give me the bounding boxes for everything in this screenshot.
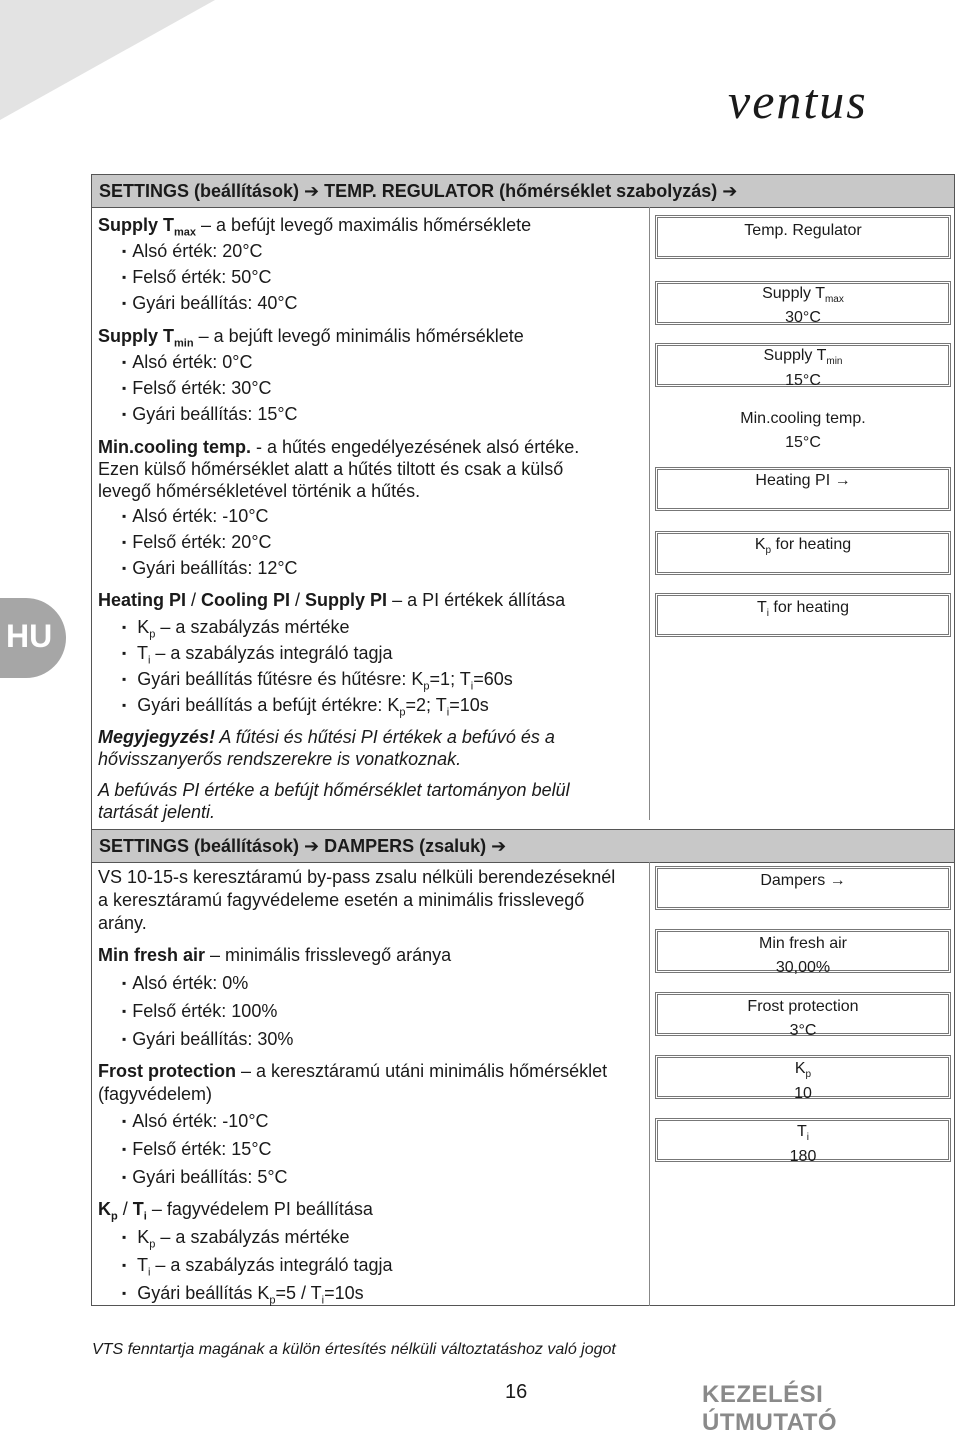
section-header-dampers	[92, 829, 954, 863]
screen-frost-value: 3°C	[789, 1022, 817, 1039]
supply-tmin-min: ▪ Alsó érték: 0°C	[122, 352, 253, 373]
frost-heading-line2: (fagyvédelem)	[98, 1084, 213, 1104]
supply-tmin-heading: Supply $T_{min}$ – a bejúft levegő minimális hőmérséklete	[98, 326, 524, 350]
pi-ti: ▪ $T_i$ – a szabályzás integráló tagja	[122, 643, 393, 667]
frost-max: ▪ Felső érték: 15°C	[122, 1139, 272, 1160]
note-pi-line2: hővisszanyerős rendszerekre is vonatkoznak.	[98, 749, 462, 769]
column-divider	[649, 207, 650, 820]
section-title-temp-regulator: SETTINGS (beállítások) ➔ TEMP. REGULATOR (hőmérséklet szabolyzás) ➔	[99, 181, 738, 201]
screen-dampers-label: Dampers →	[760, 872, 846, 889]
minfresh-default: ▪ Gyári beállítás: 30%	[122, 1029, 293, 1050]
frost-min: ▪ Alsó érték: -10°C	[122, 1111, 269, 1132]
pi-factory-supply: ▪ Gyári beállítás a befújt értékre: $K_p=2$; $T_i=10s$	[122, 695, 489, 719]
mincool-desc-line2: Ezen külső hőmérséklet alatt a hűtés tiltott és csak a külső	[98, 459, 564, 479]
frost-pi-heading: $K_p / T_i$ – fagyvédelem PI beállítása	[98, 1199, 373, 1223]
supply-tmin-max: ▪ Felső érték: 30°C	[122, 378, 272, 399]
minfresh-heading: Min fresh air – minimális frisslevegő aránya	[98, 945, 452, 965]
frost-heading: Frost protection – a keresztáramú utáni minimális hőmérséklet	[98, 1061, 608, 1081]
mincool-heading: Min.cooling temp. - a hűtés engedélyezésének alsó értéke.	[98, 437, 580, 457]
column-divider-2	[649, 862, 650, 1306]
pi-factory-heat-cool: ▪ Gyári beállítás fűtésre és hűtésre: $K_p=1$; $T_i=60s$	[122, 669, 513, 693]
section-title-dampers: SETTINGS (beállítások) ➔ DAMPERS (zsaluk) ➔	[99, 836, 507, 856]
screen-kp-heating-label: $K_p$ for heating	[754, 536, 852, 557]
ventus-logo: ventus	[728, 73, 868, 129]
screen-minfresh-value: 30,00%	[775, 959, 831, 976]
note-supply-pi-line2: tartását jelenti.	[98, 802, 216, 822]
note-pi: Megyjegyzés! A fűtési és hűtési PI értékek a befúvó és a	[98, 727, 555, 747]
screen-ti-value: 180	[789, 1148, 817, 1165]
language-tab	[0, 598, 66, 678]
mincool-max: ▪ Felső érték: 20°C	[122, 532, 272, 553]
note-supply-pi: A befúvás PI értéke a befújt hőmérséklet tartományon belül	[98, 780, 570, 800]
frost-pi-default: ▪ Gyári beállítás $K_p=5 / T_i=10s$	[122, 1283, 364, 1307]
supply-tmax-min: ▪ Alsó érték: 20°C	[122, 241, 263, 262]
mincool-desc-line3: levegő hőmérsékletével történik a hűtés.	[98, 481, 421, 501]
page-number: 16	[505, 1381, 528, 1403]
screen-supply-tmax-value: 30°C	[785, 309, 821, 326]
screen-kp-value: 10	[794, 1085, 812, 1102]
dampers-intro-line1: VS 10-15-s keresztáramú by-pass zsalu nélküli berendezéseknél	[98, 867, 616, 887]
screen-ti-label: $T_i$	[796, 1123, 809, 1144]
screen-supply-tmin-value: 15°C	[785, 372, 821, 389]
dampers-intro-line2: a keresztáramú fagyvédeleme esetén a minimális frisslevegő	[98, 890, 585, 910]
screen-kp-label: $K_p$	[794, 1060, 812, 1081]
frost-pi-ti: ▪ $T_i$ – a szabályzás integráló tagja	[122, 1255, 393, 1279]
dampers-intro-line3: arány.	[98, 913, 147, 933]
screen-mincool-value: 15°C	[785, 434, 821, 451]
supply-tmax-heading: Supply $T_{max}$ – a befújt levegő maximális hőmérséklete	[98, 215, 532, 239]
minfresh-min: ▪ Alsó érték: 0%	[122, 973, 248, 994]
manual-title: KEZELÉSI ÚTMUTATÓ	[702, 1381, 838, 1436]
supply-tmax-default: ▪ Gyári beállítás: 40°C	[122, 293, 298, 314]
supply-tmin-default: ▪ Gyári beállítás: 15°C	[122, 404, 298, 425]
screen-minfresh-label: Min fresh air	[758, 935, 848, 952]
mincool-min: ▪ Alsó érték: -10°C	[122, 506, 269, 527]
screen-heating-pi-label: Heating PI →	[755, 472, 851, 489]
screen-ti-heating-label: $T_i$ for heating	[756, 599, 850, 620]
language-tab-label: HU	[6, 618, 53, 654]
section-header-temp-regulator	[92, 175, 954, 208]
pi-heading: Heating PI / Cooling PI / Supply PI – a PI értékek állítása	[98, 590, 566, 610]
frost-pi-kp: ▪ $K_p$ – a szabályzás mértéke	[122, 1227, 350, 1251]
screen-temp-regulator-label: Temp. Regulator	[744, 222, 862, 239]
screen-frost-label: Frost protection	[747, 998, 859, 1015]
frost-default: ▪ Gyári beállítás: 5°C	[122, 1167, 288, 1188]
footer-note: VTS fenntartja magának a külön értesítés nélküli változtatáshoz való jogot	[92, 1341, 616, 1358]
screen-supply-tmax-label: Supply $T_{max}$	[762, 285, 844, 306]
corner-decoration	[0, 0, 215, 120]
minfresh-max: ▪ Felső érték: 100%	[122, 1001, 277, 1022]
screen-supply-tmin-label: Supply $T_{min}$	[763, 347, 843, 368]
supply-tmax-max: ▪ Felső érték: 50°C	[122, 267, 272, 288]
pi-kp: ▪ $K_p$ – a szabályzás mértéke	[122, 617, 350, 641]
mincool-default: ▪ Gyári beállítás: 12°C	[122, 558, 298, 579]
screen-mincool-label: Min.cooling temp.	[740, 410, 866, 427]
